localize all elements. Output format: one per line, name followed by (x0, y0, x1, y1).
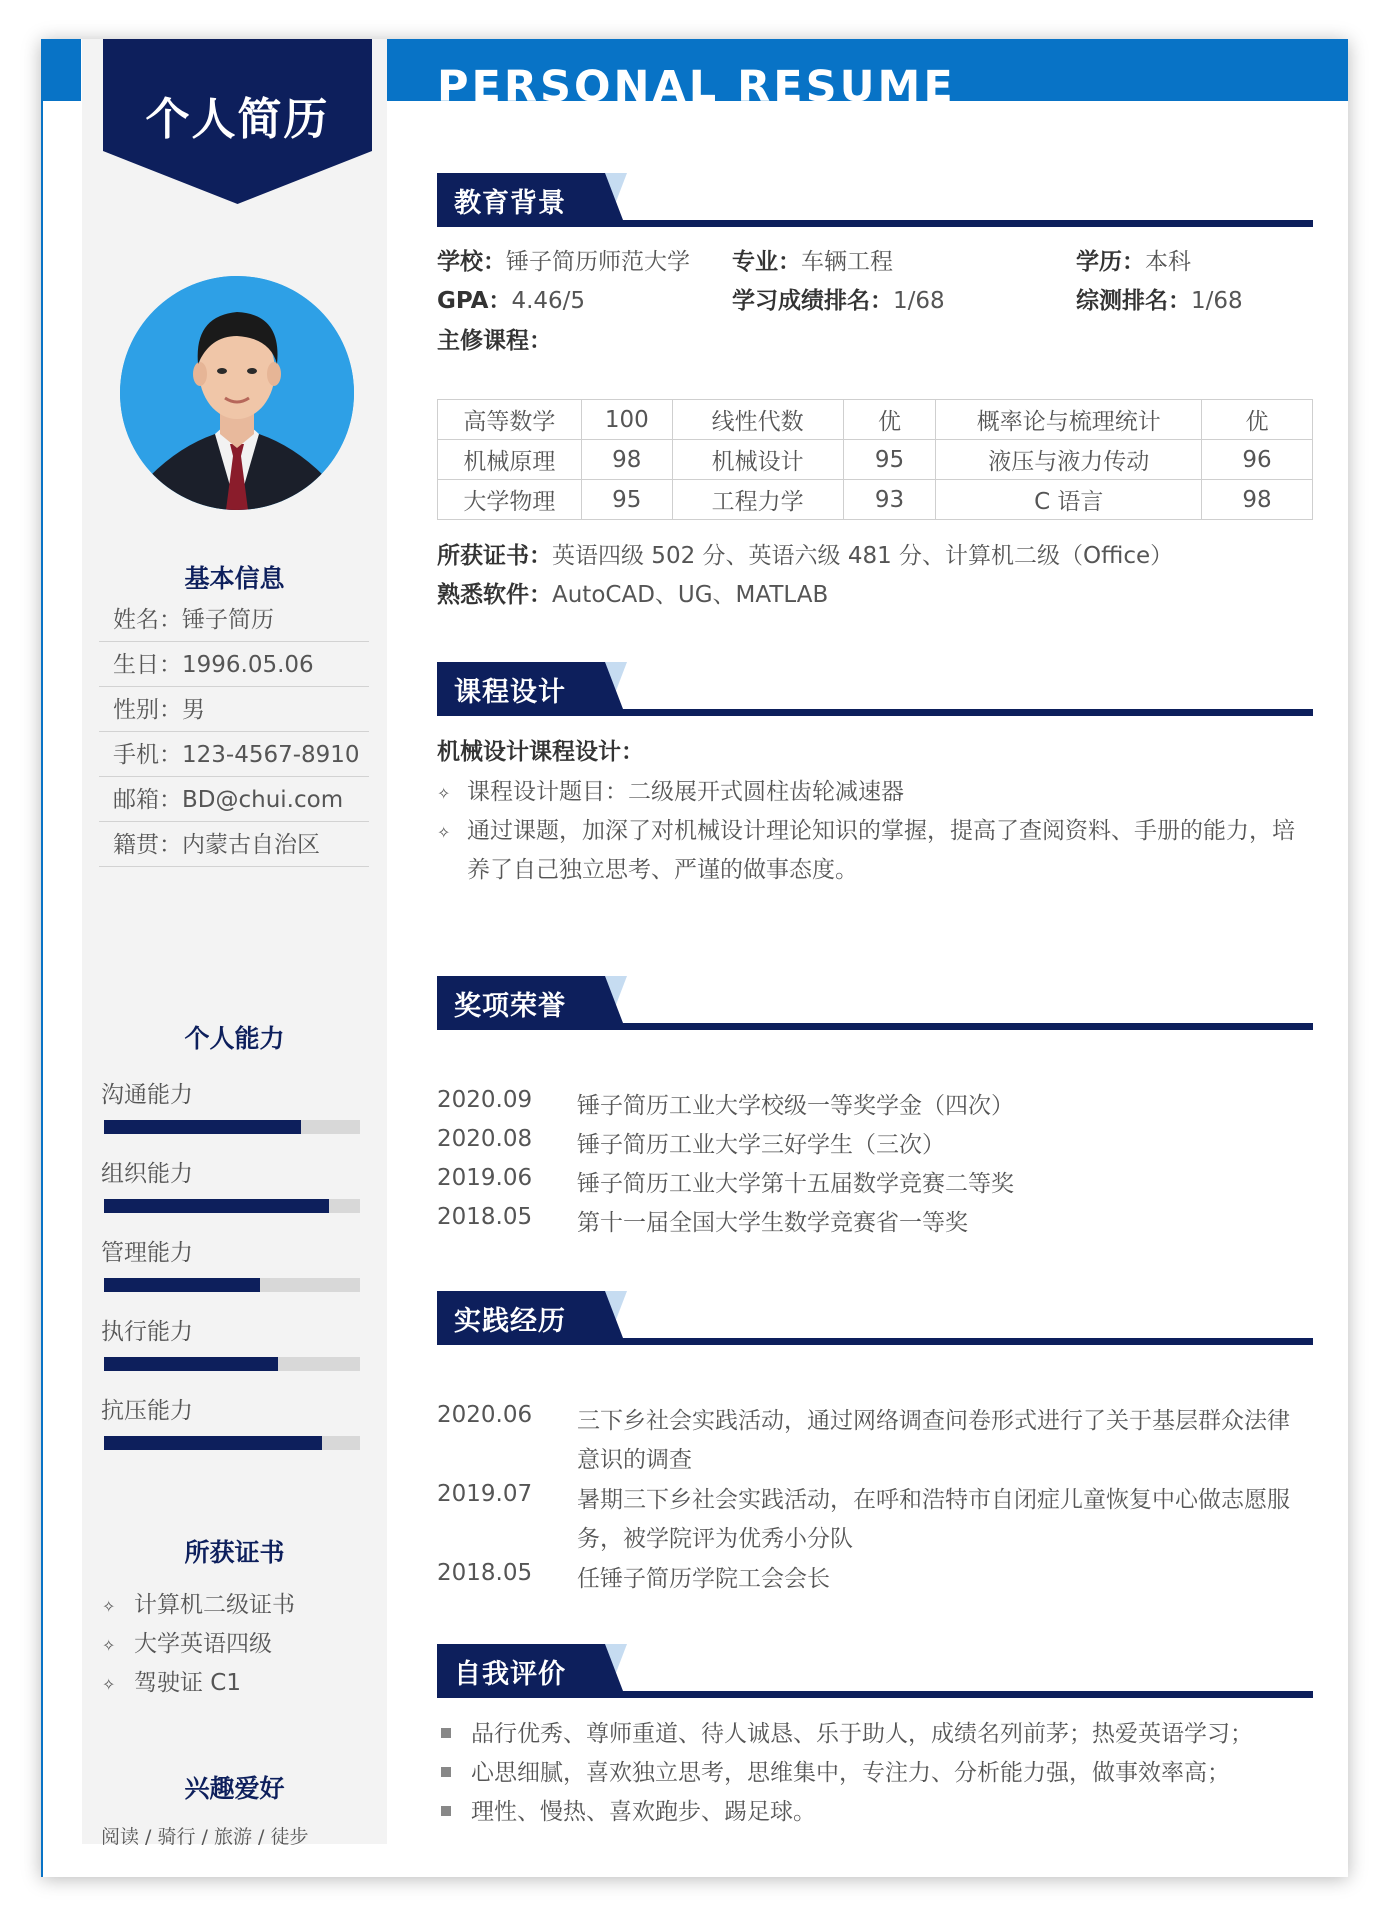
ability-bar (104, 1357, 360, 1371)
table-cell: 工程力学 (672, 480, 843, 520)
info-phone: 手机：123-4567-8910 (99, 733, 369, 777)
side-cert-item: ✧ 驾驶证 C1 (102, 1670, 242, 1696)
practice-text: 暑期三下乡社会实践活动，在呼和浩特市自闭症儿童恢复中心做志愿服 (577, 1487, 1290, 1513)
practice-text-cont: 务，被学院评为优秀小分队 (577, 1526, 853, 1552)
ability-bar-fill (104, 1120, 301, 1134)
section-self-eval (437, 1644, 1313, 1700)
major-field: 专业：车辆工程 (732, 249, 893, 275)
award-date: 2020.09 (437, 1087, 533, 1113)
ability-label: 沟通能力 (101, 1082, 193, 1108)
resume-page (41, 39, 1348, 1877)
square-bullet-icon (441, 1728, 451, 1738)
award-text: 第十一届全国大学生数学竞赛省一等奖 (577, 1210, 968, 1236)
hobbies-title: 兴趣爱好 (184, 1774, 285, 1803)
hobbies-text: 阅读 / 骑行 / 旅游 / 徒步 (101, 1826, 309, 1848)
left-accent-line (41, 101, 43, 1877)
abilities-title: 个人能力 (184, 1024, 285, 1053)
section-title: 实践经历 (454, 1306, 566, 1337)
section-awards (437, 976, 1313, 1032)
table-row (438, 400, 1313, 440)
courses-label: 主修课程： (437, 328, 552, 354)
square-bullet-icon (441, 1767, 451, 1777)
info-gender: 性别：男 (99, 688, 369, 732)
course-design-item: ✧ 通过课题，加深了对机械设计理论知识的掌握，提高了查阅资料、手册的能力，培 (437, 818, 1295, 844)
diamond-icon: ✧ (102, 1636, 116, 1655)
table-cell: 93 (843, 480, 936, 520)
portrait-image (120, 276, 354, 510)
ability-bar (104, 1278, 360, 1292)
ability-bar (104, 1199, 360, 1213)
table-cell: C 语言 (936, 480, 1202, 520)
courses-table (437, 399, 1313, 520)
info-email: 邮箱：BD@chui.com (99, 778, 369, 822)
course-design-item-cont: 养了自己独立思考、严谨的做事态度。 (467, 857, 858, 883)
ability-label: 管理能力 (101, 1240, 193, 1266)
practice-date: 2018.05 (437, 1560, 533, 1586)
award-date: 2020.08 (437, 1126, 533, 1152)
section-course-design (437, 662, 1313, 718)
info-hometown: 籍贯：内蒙古自治区 (99, 823, 369, 867)
table-cell: 98 (581, 440, 672, 480)
side-cert-item: ✧ 大学英语四级 (102, 1631, 272, 1657)
table-cell: 液压与液力传动 (936, 440, 1202, 480)
self-eval-item: 心思细腻，喜欢独立思考，思维集中，专注力、分析能力强，做事效率高； (437, 1754, 1230, 1787)
table-cell: 概率论与梳理统计 (936, 400, 1202, 440)
award-date: 2018.05 (437, 1204, 533, 1230)
ability-label: 执行能力 (101, 1319, 193, 1345)
table-cell: 95 (581, 480, 672, 520)
section-title: 自我评价 (454, 1659, 566, 1690)
section-education (437, 173, 1313, 229)
ability-bar-fill (104, 1357, 278, 1371)
practice-text: 三下乡社会实践活动，通过网络调查问卷形式进行了关于基层群众法律 (577, 1408, 1290, 1434)
basic-info-title: 基本信息 (184, 564, 285, 593)
table-cell: 高等数学 (438, 400, 582, 440)
practice-date: 2019.07 (437, 1481, 533, 1507)
avatar (120, 276, 354, 510)
table-cell: 优 (843, 400, 936, 440)
ability-label: 组织能力 (101, 1161, 193, 1187)
self-eval-item: 品行优秀、尊师重道、待人诚恳、乐于助人，成绩名列前茅；热爱英语学习； (437, 1715, 1253, 1748)
diamond-icon: ✧ (102, 1675, 116, 1694)
info-birthday: 生日：1996.05.06 (99, 643, 369, 687)
table-cell: 98 (1202, 480, 1313, 520)
ability-bar-fill (104, 1436, 322, 1450)
practice-text-cont: 意识的调查 (577, 1447, 692, 1473)
ability-bar (104, 1120, 360, 1134)
course-design-item: ✧ 课程设计题目：二级展开式圆柱齿轮减速器 (437, 779, 904, 805)
section-rule (437, 1338, 1313, 1345)
side-certs-title: 所获证书 (184, 1538, 285, 1567)
section-rule (437, 709, 1313, 716)
certs-field: 所获证书：英语四级 502 分、英语六级 481 分、计算机二级（Office） (437, 543, 1174, 569)
square-bullet-icon (441, 1806, 451, 1816)
section-title: 课程设计 (454, 677, 566, 708)
table-cell: 96 (1202, 440, 1313, 480)
award-date: 2019.06 (437, 1165, 533, 1191)
practice-date: 2020.06 (437, 1402, 533, 1428)
diamond-icon: ✧ (437, 823, 451, 842)
ability-bar (104, 1436, 360, 1450)
table-cell: 100 (581, 400, 672, 440)
table-cell: 优 (1202, 400, 1313, 440)
diamond-icon: ✧ (437, 784, 451, 803)
degree-field: 学历：本科 (1076, 249, 1191, 275)
table-cell: 机械设计 (672, 440, 843, 480)
table-cell: 线性代数 (672, 400, 843, 440)
section-rule (437, 1023, 1313, 1030)
section-rule (437, 220, 1313, 227)
info-name: 姓名：锤子简历 (99, 598, 369, 642)
table-cell: 大学物理 (438, 480, 582, 520)
section-practice (437, 1291, 1313, 1347)
ability-bar-fill (104, 1278, 260, 1292)
table-row (438, 440, 1313, 480)
course-design-subtitle: 机械设计课程设计： (437, 739, 644, 765)
rank-field: 学习成绩排名：1/68 (732, 288, 945, 314)
gpa-field: GPA：4.46/5 (437, 288, 586, 314)
software-field: 熟悉软件：AutoCAD、UG、MATLAB (437, 582, 829, 608)
school-field: 学校：锤子简历师范大学 (437, 249, 690, 275)
self-eval-item: 理性、慢热、喜欢跑步、踢足球。 (437, 1793, 816, 1826)
ability-bar-fill (104, 1199, 329, 1213)
english-title: PERSONAL RESUME (437, 62, 956, 101)
side-cert-item: ✧ 计算机二级证书 (102, 1592, 295, 1618)
top-bar-left (41, 39, 81, 101)
table-cell: 95 (843, 440, 936, 480)
cn-title: 个人简历 (145, 94, 330, 145)
award-text: 锤子简历工业大学第十五届数学竞赛二等奖 (577, 1171, 1014, 1197)
table-row (438, 480, 1313, 520)
overall-rank-field: 综测排名：1/68 (1076, 288, 1243, 314)
practice-text: 任锤子简历学院工会会长 (577, 1566, 830, 1592)
award-text: 锤子简历工业大学三好学生（三次） (577, 1132, 945, 1158)
diamond-icon: ✧ (102, 1597, 116, 1616)
table-cell: 机械原理 (438, 440, 582, 480)
award-text: 锤子简历工业大学校级一等奖学金（四次） (577, 1093, 1014, 1119)
section-rule (437, 1691, 1313, 1698)
section-title: 教育背景 (454, 188, 566, 219)
sidebar (82, 39, 387, 1848)
section-title: 奖项荣誉 (454, 991, 566, 1022)
ability-label: 抗压能力 (101, 1398, 193, 1424)
